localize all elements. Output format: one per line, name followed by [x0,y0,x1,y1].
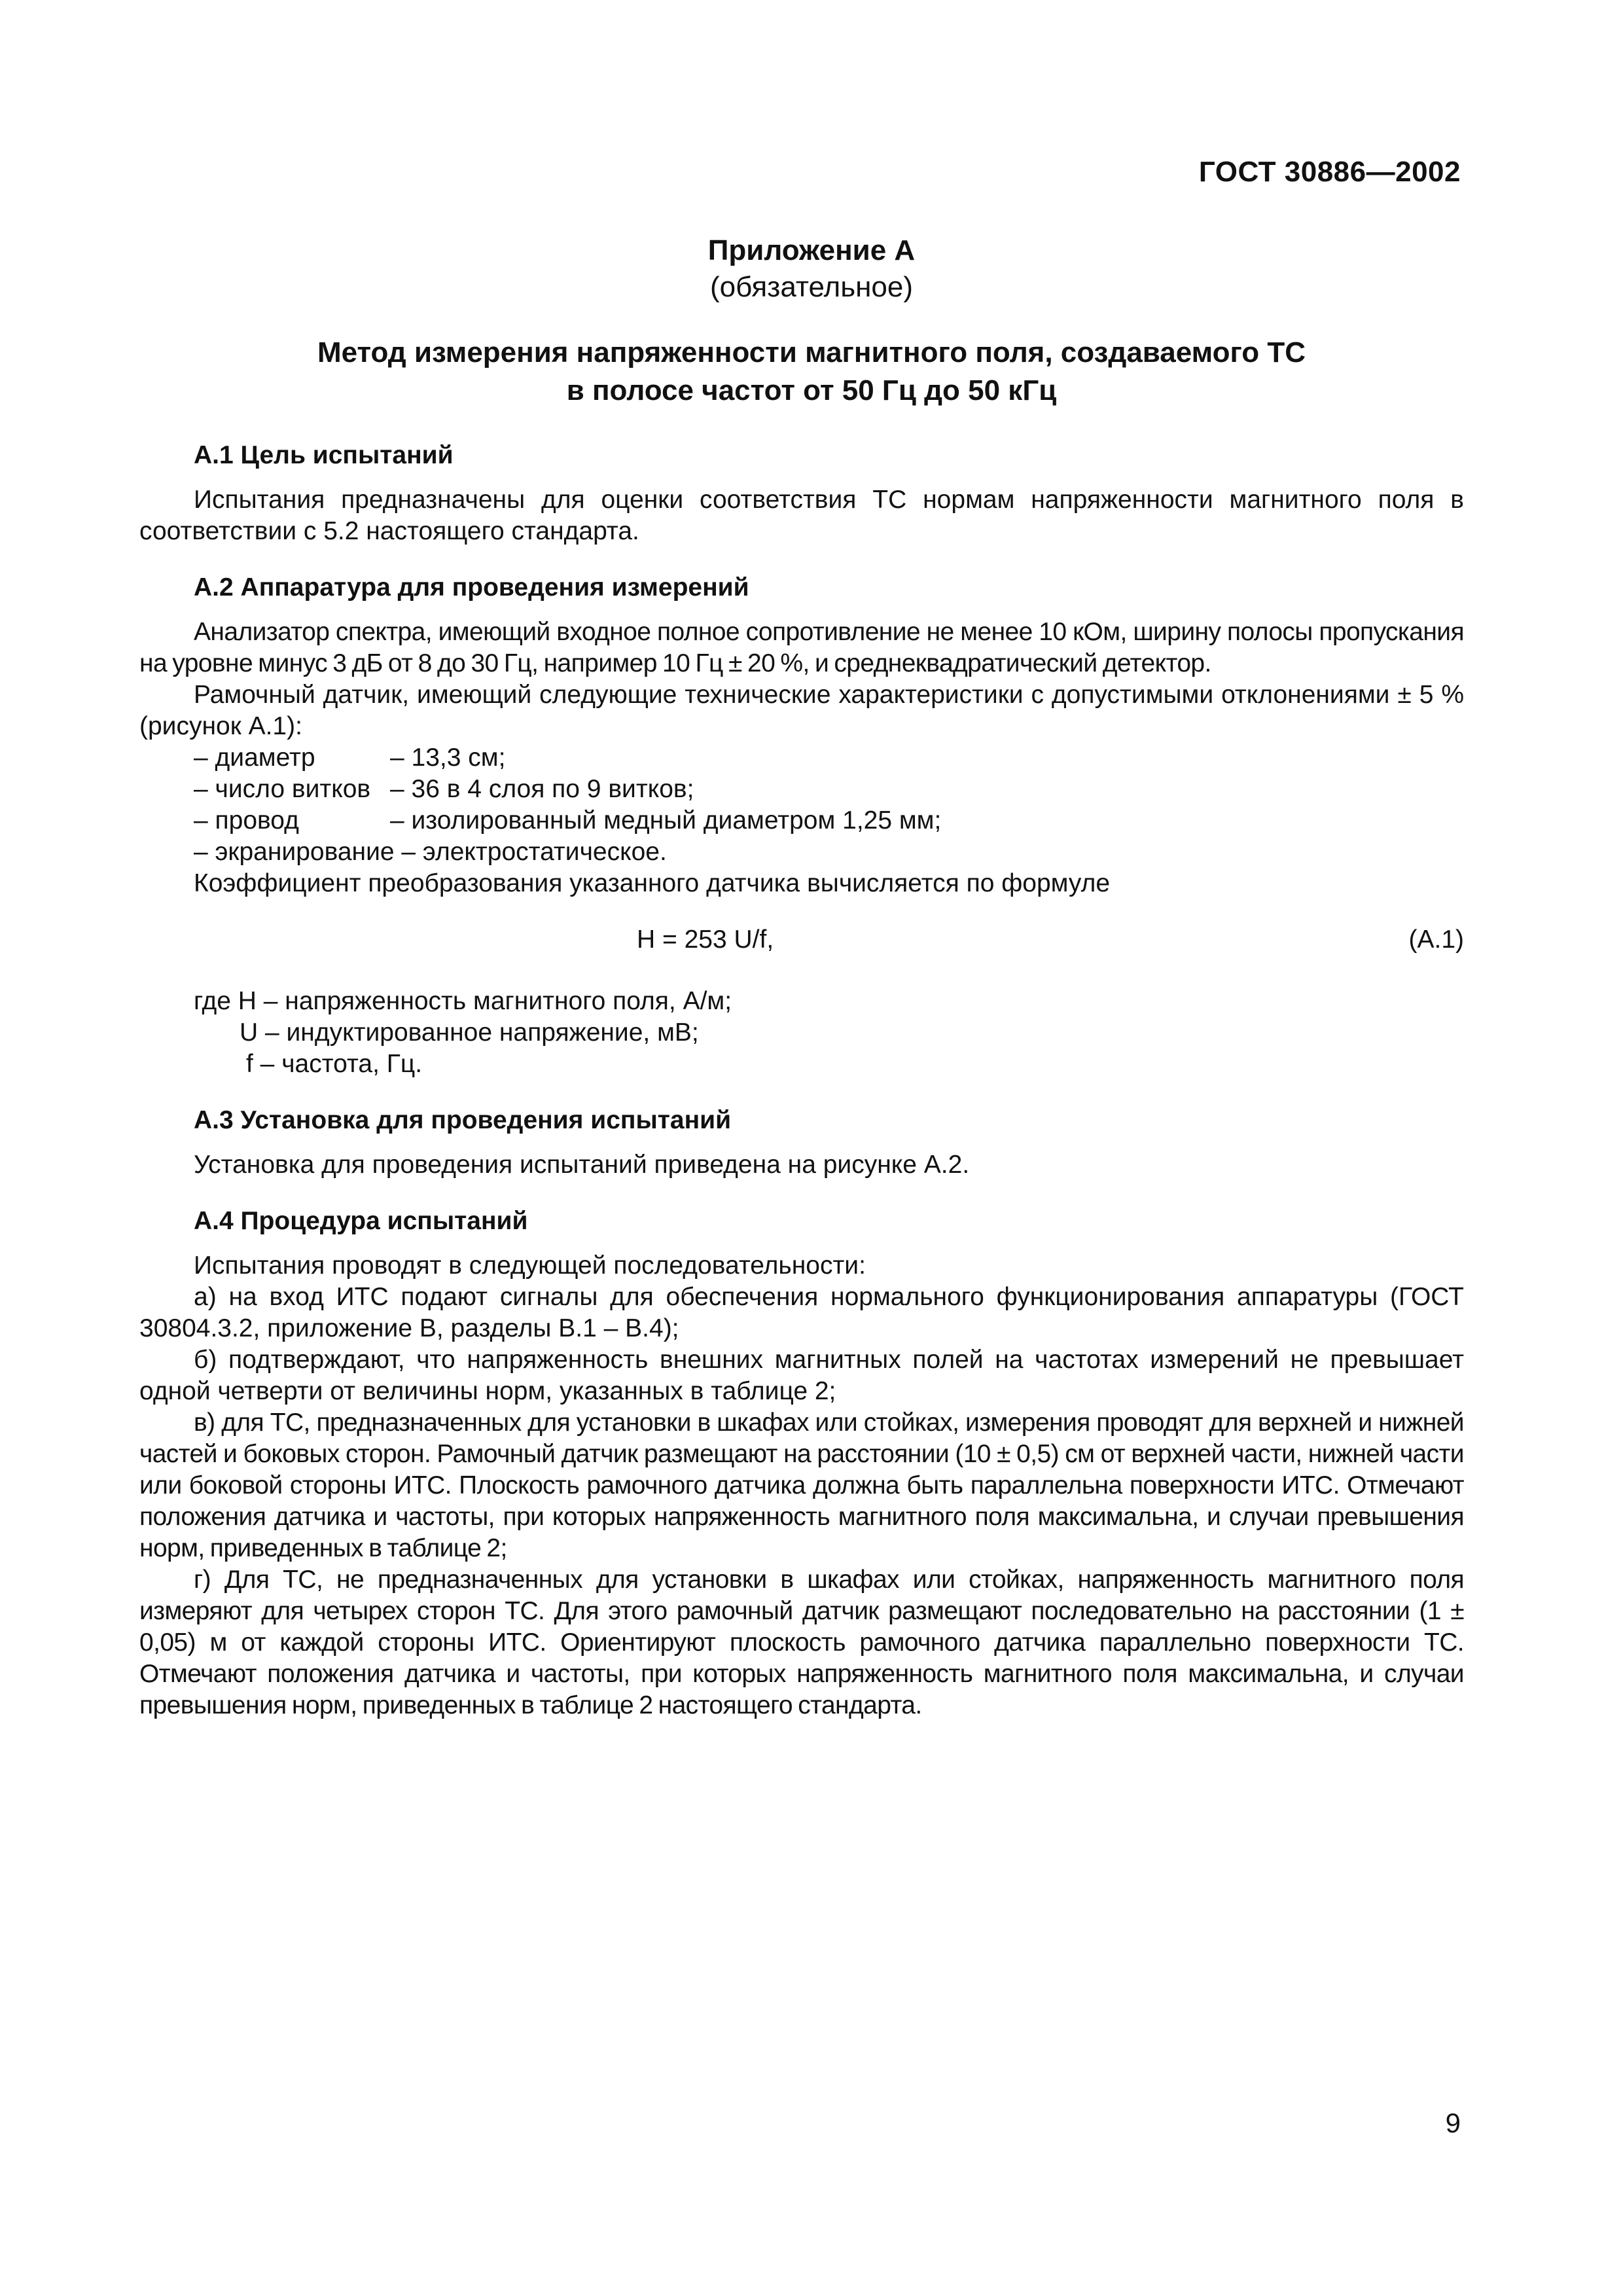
formula-legend-h: где H – напряженность магнитного поля, А/м; [194,987,732,1015]
formula-intro: Коэффициент преобразования указанного датчика вычисляется по формуле [194,869,1111,897]
section-a4-intro: Испытания проводят в следующей последовательности: [194,1251,866,1280]
formula-legend-f: f – частота, Гц. [246,1050,423,1078]
section-a3-paragraph: Установка для проведения испытаний приведена на рисунке А.2. [194,1151,970,1179]
spec-item [139,774,1464,805]
title-line-2: в полосе частот от 50 Гц до 50 кГц [566,374,1057,406]
spec-value: – 36 в 4 слоя по 9 витков; [390,775,694,803]
spec-item [139,836,1464,868]
page-number: 9 [1445,2108,1461,2138]
spec-item [139,805,1464,836]
spec-name: – экранирование [194,838,395,866]
section-a4-item-a: а) на вход ИТС подают сигналы для обеспечения нормального функционирования аппаратуры (ГОСТ 30804.3.2, приложение В, разделы В.1 – В.4); [139,1283,1464,1342]
formula: H = 253 U/f, [637,925,774,954]
spec-value: – изолированный медный диаметром 1,25 мм; [390,806,942,834]
section-a4-item-b: б) подтверждают, что напряженность внешних магнитных полей на частотах измерений не превышает одной четверти от величины норм, указанных в таблице 2; [139,1346,1464,1405]
section-a1-paragraph: Испытания предназначены для оценки соответствия ТС нормам напряженности магнитного поля в соответствии с 5.2 настоящего стандарта. [139,486,1464,545]
appendix-title: Приложение А [707,234,916,266]
formula-legend-u: U – индуктированное напряжение, мВ; [240,1018,699,1047]
section-a2-paragraph-1: Анализатор спектра, имеющий входное полное сопротивление не менее 10 кОм, ширину полосы пропускания на уровне минус 3 дБ от 8 до 30 Гц, например 10 Гц ± 20 %, и среднеквадратический детектор. [139,618,1464,677]
spec-value: – 13,3 см; [390,744,506,772]
spec-name: – провод [194,806,299,834]
spec-item [139,742,1464,774]
formula-number: (А.1) [1408,925,1464,954]
section-a4-item-d: г) Для ТС, не предназначенных для установки в шкафах или стойках, напряженность магнитного поля измеряют для четырех сторон ТС. Для этого рамочный датчик размещают последовательно на расстоянии (1 ± 0,05) м от каждой стороны ИТС. Ориентируют плоскость рамочного датчика параллельно поверхности ТС. Отмечают положения датчика и частоты, при которых напряженность магнитного поля максимальна, и случаи превышения норм, приведенных в таблице 2 настоящего стандарта. [139,1566,1464,1719]
section-heading-a1: А.1 Цель испытаний [194,441,454,469]
section-a4-item-c: в) для ТС, предназначенных для установки в шкафах или стойках, измерения проводят для верхней и нижней частей и боковых сторон. Рамочный датчик размещают на расстоянии (10 ± 0,5) см от верхней части, нижней части или боковой стороны ИТС. Плоскость рамочного датчика должна быть параллельна поверхности ИТС. Отмечают положения датчика и частоты, при которых напряженность магнитного поля максимальна, и случаи превышения норм, приведенных в таблице 2; [139,1408,1464,1562]
appendix-heading [0,232,1623,306]
section-heading-a2: А.2 Аппаратура для проведения измерений [194,573,749,601]
formula-row [139,924,1464,956]
spec-name: – диаметр [194,744,315,772]
spec-value: – электростатическое. [401,838,667,866]
spec-name: – число витков [194,775,371,803]
standard-number: ГОСТ 30886—2002 [1198,156,1461,188]
appendix-status: (обязательное) [709,271,914,303]
section-heading-a4: А.4 Процедура испытаний [194,1207,528,1235]
document-title [196,334,1427,410]
section-a2-paragraph-2: Рамочный датчик, имеющий следующие технические характеристики с допустимыми отклонениями ± 5 % (рисунок А.1): [139,681,1464,740]
section-heading-a3: А.3 Установка для проведения испытаний [194,1106,732,1134]
title-line-1: Метод измерения напряженности магнитного поля, создаваемого ТС [317,336,1306,368]
document-body [139,440,1464,1721]
